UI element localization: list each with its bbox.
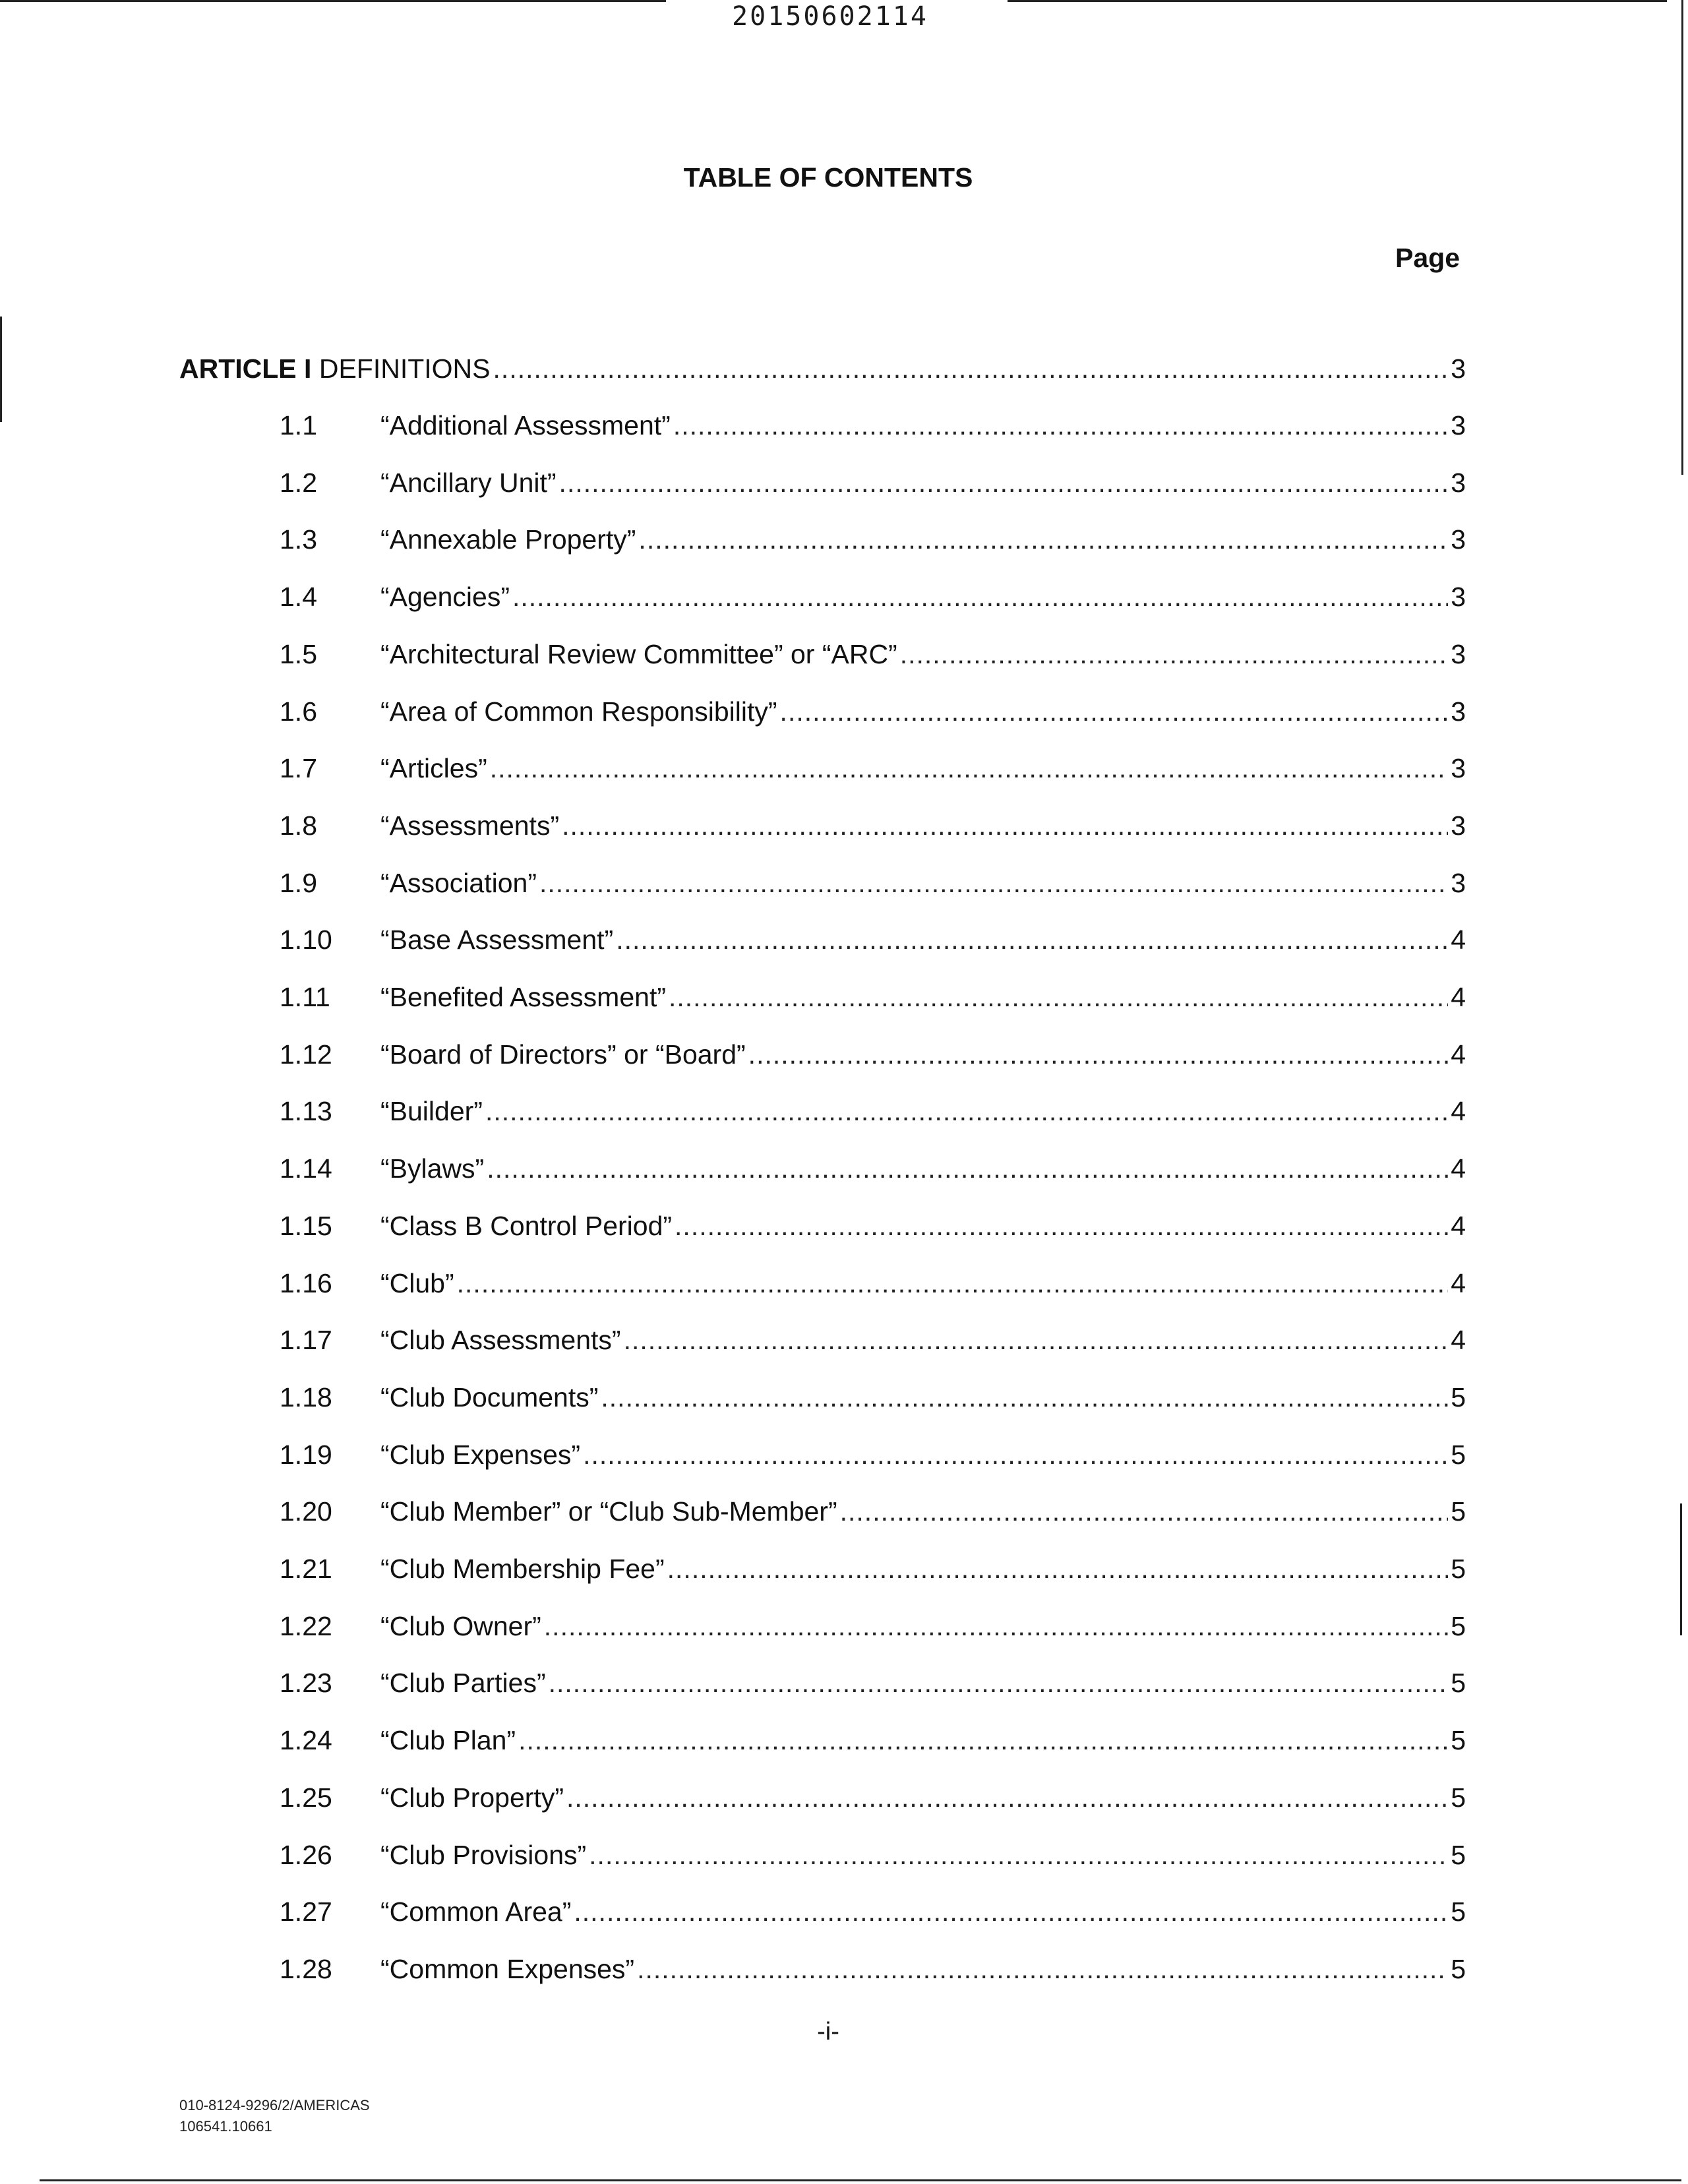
toc-entry-page-number: 3 xyxy=(1451,410,1466,440)
dot-leader xyxy=(562,810,1448,841)
toc-entry-number: 1.4 xyxy=(280,582,317,612)
toc-entry-page-number: 3 xyxy=(1451,753,1466,783)
toc-entry-number: 1.12 xyxy=(280,1039,332,1070)
toc-entry-page-number: 4 xyxy=(1451,1153,1466,1184)
toc-entry-title: “Club Member” or “Club Sub-Member” xyxy=(380,1496,837,1527)
toc-entry-number: 1.22 xyxy=(280,1611,332,1641)
dot-leader xyxy=(601,1382,1448,1413)
scan-edge-bottom xyxy=(40,2179,1681,2181)
toc-entry-title: “Common Area” xyxy=(380,1896,572,1927)
toc-entry-row[interactable] xyxy=(179,696,1466,733)
dot-leader xyxy=(675,1211,1448,1242)
toc-entry-row[interactable] xyxy=(179,1268,1466,1305)
toc-entry-row[interactable] xyxy=(179,1096,1466,1133)
dot-leader xyxy=(559,468,1449,499)
toc-entry-number: 1.26 xyxy=(280,1840,332,1870)
toc-entry-number: 1.13 xyxy=(280,1096,332,1126)
footer-doc-id-line1: 010-8124-9296/2/AMERICAS xyxy=(179,2097,370,2113)
toc-entry-title: “Club Provisions” xyxy=(380,1840,587,1870)
toc-entry-row[interactable] xyxy=(179,1211,1466,1248)
toc-entry-title: “Club Assessments” xyxy=(380,1325,621,1355)
toc-entry-row[interactable] xyxy=(179,1896,1466,1933)
dot-leader xyxy=(487,1153,1448,1184)
toc-entry-row[interactable] xyxy=(179,1668,1466,1705)
toc-entry-row[interactable] xyxy=(179,1382,1466,1419)
toc-entry-page-number: 3 xyxy=(1451,468,1466,498)
dot-leader xyxy=(539,868,1448,899)
toc-entry-number: 1.8 xyxy=(280,810,317,841)
toc-entry-number: 1.16 xyxy=(280,1268,332,1298)
toc-entry-title: “Base Assessment” xyxy=(380,925,614,955)
toc-entry-page-number: 5 xyxy=(1451,1440,1466,1470)
toc-entry-number: 1.20 xyxy=(280,1496,332,1527)
toc-entry-page-number: 3 xyxy=(1451,639,1466,669)
toc-entry-row[interactable] xyxy=(179,1496,1466,1533)
dot-leader xyxy=(490,753,1448,784)
toc-entry-title: “Association” xyxy=(380,868,537,898)
toc-entry-row[interactable] xyxy=(179,524,1466,561)
dot-leader xyxy=(457,1268,1449,1299)
dot-leader xyxy=(493,353,1449,384)
toc-entry-number: 1.25 xyxy=(280,1782,332,1813)
toc-entry-title: “Club Plan” xyxy=(380,1725,516,1755)
toc-entry-number: 1.2 xyxy=(280,468,317,498)
toc-entry-page-number: 4 xyxy=(1451,1096,1466,1126)
dot-leader xyxy=(667,1554,1449,1585)
toc-entry-row[interactable] xyxy=(179,1840,1466,1877)
toc-entry-row[interactable] xyxy=(179,468,1466,504)
toc-entry-page-number: 5 xyxy=(1451,1782,1466,1813)
scan-edge-right-upper xyxy=(1681,0,1683,475)
toc-entry-number: 1.28 xyxy=(280,1954,332,1984)
toc-entry-title: “Ancillary Unit” xyxy=(380,468,557,498)
dot-leader xyxy=(544,1611,1448,1642)
toc-entry-row[interactable] xyxy=(179,639,1466,676)
toc-entry-row[interactable] xyxy=(179,868,1466,905)
toc-entry-row[interactable] xyxy=(179,582,1466,619)
toc-entry-title: “Builder” xyxy=(380,1096,483,1126)
toc-entry-title: “Club” xyxy=(380,1268,454,1298)
toc-entry-title: “Architectural Review Committee” or “ARC” xyxy=(380,639,897,669)
article-label: ARTICLE I xyxy=(179,353,312,384)
toc-entry-title: “Class B Control Period” xyxy=(380,1211,673,1241)
toc-entry-page-number: 5 xyxy=(1451,1554,1466,1584)
toc-entry-number: 1.9 xyxy=(280,868,317,898)
toc-entry-page-number: 5 xyxy=(1451,1896,1466,1927)
toc-entry-title: “Club Membership Fee” xyxy=(380,1554,665,1584)
toc-entry-row[interactable] xyxy=(179,1554,1466,1591)
toc-entry-row[interactable] xyxy=(179,1954,1466,1991)
toc-entry-page-number: 3 xyxy=(1451,524,1466,555)
toc-entry-row[interactable] xyxy=(179,1440,1466,1476)
dot-leader xyxy=(549,1668,1449,1699)
dot-leader xyxy=(518,1725,1448,1756)
toc-entry-row[interactable] xyxy=(179,1611,1466,1648)
toc-entry-row[interactable] xyxy=(179,1039,1466,1076)
toc-entry-row[interactable] xyxy=(179,753,1466,790)
toc-entry-page-number: 4 xyxy=(1451,925,1466,955)
toc-entry-row[interactable] xyxy=(179,982,1466,1019)
toc-entry-number: 1.24 xyxy=(280,1725,332,1755)
scan-edge-right-lower xyxy=(1680,1503,1682,1635)
toc-entry-title: “Additional Assessment” xyxy=(380,410,671,440)
toc-entry-title: “Club Expenses” xyxy=(380,1440,581,1470)
toc-entry-title: “Club Documents” xyxy=(380,1382,599,1412)
toc-entry-title: “Club Parties” xyxy=(380,1668,546,1698)
toc-entry-row[interactable] xyxy=(179,1725,1466,1762)
toc-entry-number: 1.5 xyxy=(280,639,317,669)
toc-entry-title: “Area of Common Responsibility” xyxy=(380,696,777,727)
toc-entry-number: 1.1 xyxy=(280,410,317,440)
toc-entry-page-number: 4 xyxy=(1451,1211,1466,1241)
toc-entry-page-number: 5 xyxy=(1451,1725,1466,1755)
toc-entry-page-number: 4 xyxy=(1451,982,1466,1012)
toc-entry-row[interactable] xyxy=(179,1782,1466,1819)
toc-entry-number: 1.19 xyxy=(280,1440,332,1470)
dot-leader xyxy=(840,1496,1449,1527)
toc-entry-page-number: 3 xyxy=(1451,868,1466,898)
dot-leader xyxy=(566,1782,1448,1813)
toc-entry-page-number: 4 xyxy=(1451,1268,1466,1298)
dot-leader xyxy=(669,982,1448,1013)
dot-leader xyxy=(624,1325,1449,1356)
footer-doc-id-line2: 106541.10661 xyxy=(179,2118,272,2135)
article-title: DEFINITIONS xyxy=(318,353,491,384)
dot-leader xyxy=(583,1440,1448,1471)
dot-leader xyxy=(638,524,1448,555)
dot-leader xyxy=(637,1954,1448,1985)
page-number: -i- xyxy=(817,2018,839,2046)
toc-entry-title: “Annexable Property” xyxy=(380,524,636,555)
toc-entry-page-number: 5 xyxy=(1451,1382,1466,1412)
toc-entry-row[interactable] xyxy=(179,925,1466,961)
toc-entry-page-number: 4 xyxy=(1451,1325,1466,1355)
dot-leader xyxy=(589,1840,1448,1871)
toc-entry-title: “Bylaws” xyxy=(380,1153,485,1184)
dot-leader xyxy=(574,1896,1448,1927)
toc-entry-page-number: 5 xyxy=(1451,1611,1466,1641)
toc-entry-page-number: 5 xyxy=(1451,1496,1466,1527)
toc-entry-row[interactable] xyxy=(179,410,1466,447)
toc-entry-number: 1.27 xyxy=(280,1896,332,1927)
toc-entry-number: 1.21 xyxy=(280,1554,332,1584)
dot-leader xyxy=(748,1039,1449,1070)
toc-entry-title: “Assessments” xyxy=(380,810,560,841)
toc-entry-title: “Club Property” xyxy=(380,1782,564,1813)
toc-entry-title: “Articles” xyxy=(380,753,487,783)
article-page-number: 3 xyxy=(1451,353,1466,384)
toc-entry-page-number: 3 xyxy=(1451,696,1466,727)
scan-edge-left xyxy=(0,317,2,422)
dot-leader xyxy=(512,582,1448,613)
toc-entry-number: 1.23 xyxy=(280,1668,332,1698)
toc-entry-page-number: 3 xyxy=(1451,810,1466,841)
toc-entry-page-number: 5 xyxy=(1451,1954,1466,1984)
toc-entry-title: “Board of Directors” or “Board” xyxy=(380,1039,746,1070)
toc-entry-page-number: 5 xyxy=(1451,1840,1466,1870)
toc-article-row[interactable] xyxy=(179,353,1466,390)
toc-entry-title: “Common Expenses” xyxy=(380,1954,635,1984)
toc-entry-number: 1.14 xyxy=(280,1153,332,1184)
toc-entry-title: “Agencies” xyxy=(380,582,510,612)
toc-entry-number: 1.17 xyxy=(280,1325,332,1355)
dot-leader xyxy=(485,1096,1448,1127)
page-title: TABLE OF CONTENTS xyxy=(683,162,973,193)
dot-leader xyxy=(616,925,1448,956)
toc-entry-number: 1.10 xyxy=(280,925,332,955)
toc-entry-page-number: 5 xyxy=(1451,1668,1466,1698)
toc-entry-title: “Benefited Assessment” xyxy=(380,982,666,1012)
document-number: 20150602114 xyxy=(732,1,928,32)
toc-entry-number: 1.18 xyxy=(280,1382,332,1412)
page-column-label: Page xyxy=(1395,243,1460,273)
toc-entry-row[interactable] xyxy=(179,1325,1466,1362)
dot-leader xyxy=(673,410,1448,441)
toc-entry-page-number: 4 xyxy=(1451,1039,1466,1070)
toc-entry-number: 1.7 xyxy=(280,753,317,783)
toc-entry-row[interactable] xyxy=(179,1153,1466,1190)
toc-entry-number: 1.3 xyxy=(280,524,317,555)
dot-leader xyxy=(900,639,1448,670)
toc-entry-page-number: 3 xyxy=(1451,582,1466,612)
toc-entry-title: “Club Owner” xyxy=(380,1611,541,1641)
toc-entry-row[interactable] xyxy=(179,810,1466,847)
dot-leader xyxy=(780,696,1449,727)
toc-entry-number: 1.15 xyxy=(280,1211,332,1241)
toc-entry-number: 1.6 xyxy=(280,696,317,727)
toc-entry-number: 1.11 xyxy=(280,982,330,1012)
